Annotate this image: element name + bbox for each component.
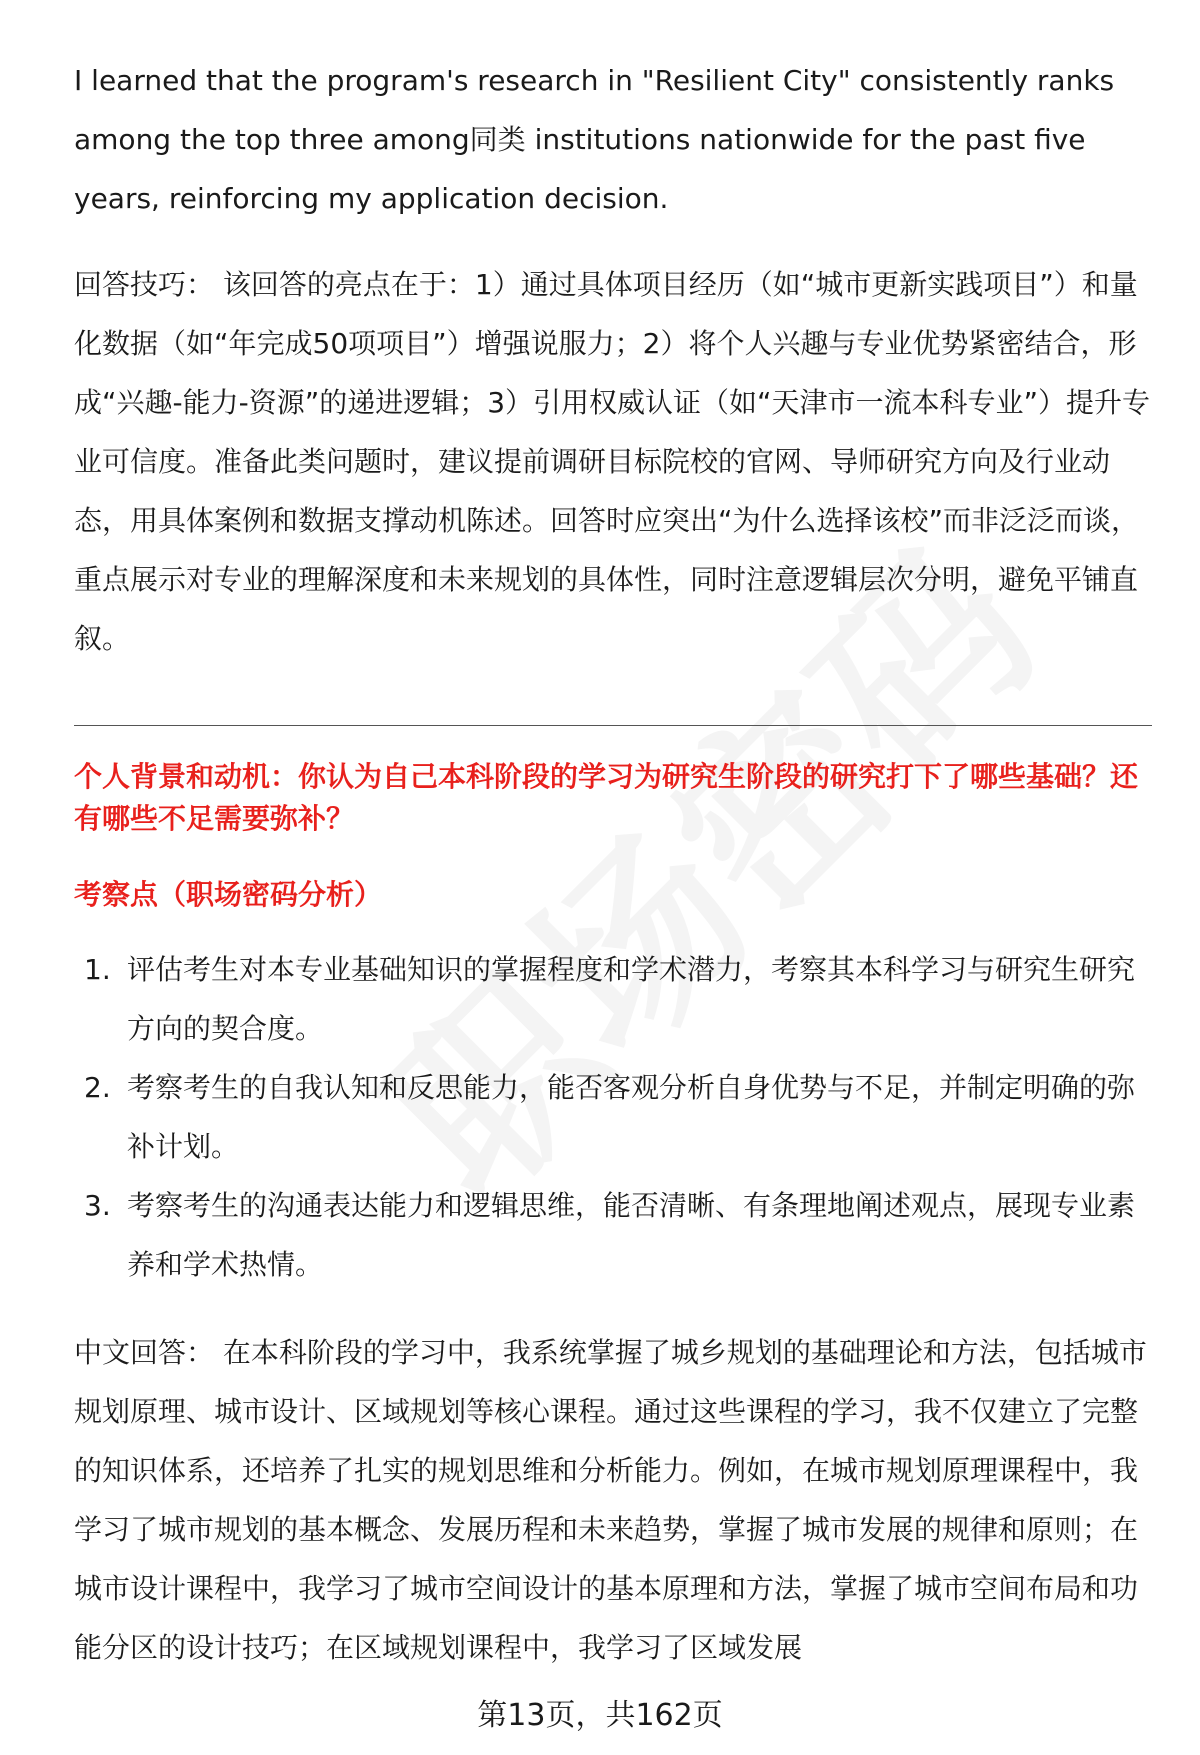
list-item-text: 评估考生对本专业基础知识的掌握程度和学术潜力，考察其本科学习与研究生研究方向的契合度。 [127, 953, 1136, 1045]
list-item [74, 1176, 1152, 1294]
answer-paragraph: 中文回答： 在本科阶段的学习中，我系统掌握了城乡规划的基础理论和方法，包括城市规划原理、城市设计、区域规划等核心课程。通过这些课程的学习，我不仅建立了完整的知识体系，还培养了扎实的规划思维和分析能力。例如，在城市规划原理课程中，我学习了城市规划的基本概念、发展历程和未来趋势，掌握了城市发展的规律和原则；在城市设计课程中，我学习了城市空间设计的基本原理和方法，掌握了城市空间布局和功能分区的设计技巧；在区域规划课程中，我学习了区域发展 [74, 1336, 1147, 1664]
list-item-number: 3. [84, 1189, 111, 1222]
list-item-number: 2. [84, 1071, 111, 1104]
list-item-text: 考察考生的沟通表达能力和逻辑思维，能否清晰、有条理地阐述观点，展现专业素养和学术热情。 [127, 1189, 1136, 1281]
list-item [74, 1058, 1152, 1176]
list-item [74, 940, 1152, 1058]
tips-paragraph: 回答技巧： 该回答的亮点在于：1）通过具体项目经历（如“城市更新实践项目”）和量化数据（如“年完成50项项目”）增强说服力；2）将个人兴趣与专业优势紧密结合，形成“兴趣-能力-资源”的递进逻辑；3）引用权威认证（如“天津市一流本科专业”）提升专业可信度。准备此类问题时，建议提前调研目标院校的官网、导师研究方向及行业动态，用具体案例和数据支撑动机陈述。回答时应突出“为什么选择该校”而非泛泛而谈，重点展示对专业的理解深度和未来规划的具体性，同时注意逻辑层次分明，避免平铺直叙。 [74, 268, 1151, 655]
list-item-text: 考察考生的自我认知和反思能力，能否客观分析自身优势与不足，并制定明确的弥补计划。 [127, 1071, 1136, 1163]
question-heading: 个人背景和动机：你认为自己本科阶段的学习为研究生阶段的研究打下了哪些基础？还有哪些不足需要弥补？ [74, 760, 1139, 835]
list-item-number: 1. [84, 953, 111, 986]
page-number: 第13页，共162页 [477, 1698, 723, 1733]
assessment-points-list [74, 940, 1152, 1294]
section-title: 考察点（职场密码分析） [74, 878, 383, 911]
section-divider [74, 725, 1152, 726]
intro-paragraph: I learned that the program's research in "Resilient City" consistently ranks among the top three among同类 institutions nationwide for the past five years, reinforcing my application decision. [74, 64, 1115, 215]
